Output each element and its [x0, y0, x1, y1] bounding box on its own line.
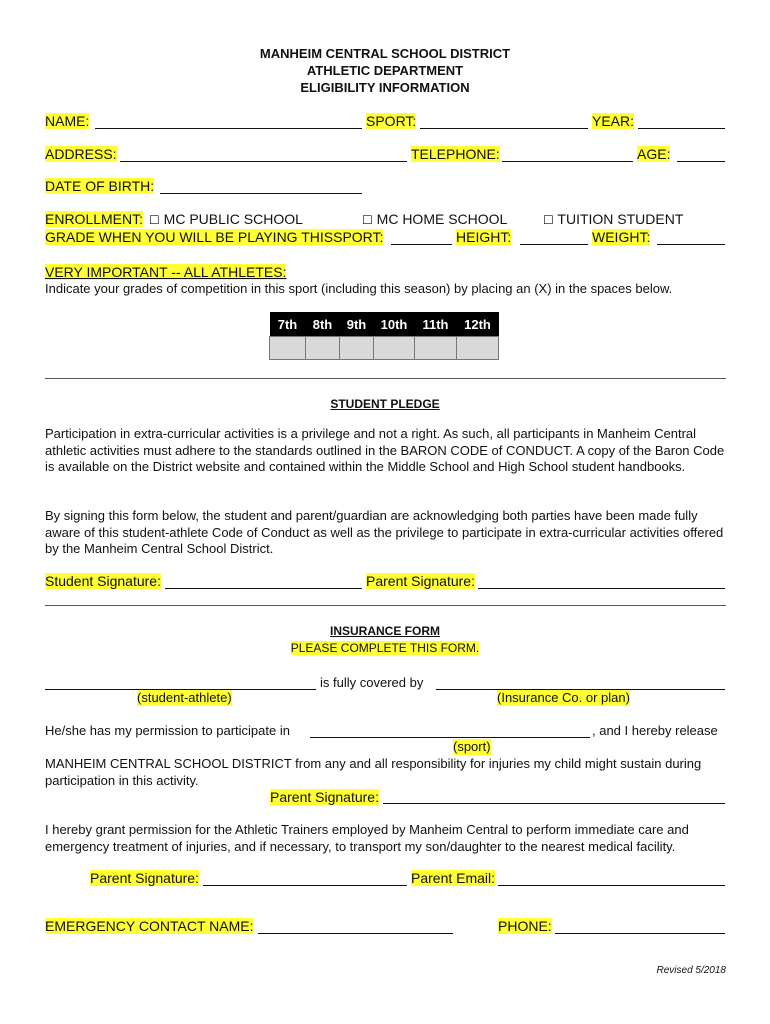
- height-label: HEIGHT:: [456, 229, 512, 245]
- pledge-paragraph-2: By signing this form below, the student and parent/guardian are acknowledging both parties have been made fully aware of this student-athlete Code of Conduct as well as the privilege to participate in extra-curricular activities offered by the Manheim Central School District.: [45, 508, 724, 556]
- trainers-paragraph: I hereby grant permission for the Athletic Trainers employed by Manheim Central to perform immediate care and emergency treatment of injuries, and if necessary, to transport my son/daughter to the nearest medical facility.: [45, 822, 689, 854]
- name-field[interactable]: [95, 128, 362, 129]
- grade-header: 9th: [340, 312, 374, 337]
- student-signature-field[interactable]: [165, 588, 362, 589]
- insurance-subtitle: PLEASE COMPLETE THIS FORM.: [290, 641, 480, 655]
- sport-label: SPORT:: [366, 113, 417, 129]
- address-field[interactable]: [120, 161, 407, 162]
- grade-header: 10th: [374, 312, 415, 337]
- grade-header: 8th: [306, 312, 340, 337]
- pledge-paragraph-1: Participation in extra-curricular activities is a privilege and not a right. As such, all participants in Manheim Central athletic activities must adhere to the standards outlined in the BARON CODE of CONDUCT. A copy of the Baron Code is available on the District website and contained within the Middle School and High School student handbooks.: [45, 426, 725, 474]
- grade-8th-cell[interactable]: [306, 337, 340, 360]
- parent-signature-label: Parent Signature:: [366, 573, 475, 589]
- dob-field[interactable]: [160, 193, 362, 194]
- checkbox-icon: ☐: [149, 213, 160, 227]
- insurance-subtitle-wrap: [0, 641, 770, 655]
- insurance-caption: (Insurance Co. or plan): [497, 690, 630, 705]
- year-field[interactable]: [638, 128, 725, 129]
- release-text: , and I hereby release: [592, 723, 718, 738]
- parent-signature-field-3[interactable]: [203, 885, 407, 886]
- weight-label: WEIGHT:: [592, 229, 651, 245]
- grade-playing-label: GRADE WHEN YOU WILL BE PLAYING THISSPORT:: [45, 229, 384, 245]
- telephone-label: TELEPHONE:: [411, 146, 500, 162]
- department-title: ATHLETIC DEPARTMENT: [306, 63, 464, 78]
- weight-field[interactable]: [657, 244, 725, 245]
- parent-signature-field[interactable]: [478, 588, 725, 589]
- sport-caption: (sport): [453, 739, 491, 754]
- student-signature-label: Student Signature:: [45, 573, 161, 589]
- dob-label: DATE OF BIRTH:: [45, 178, 155, 194]
- sport-participate-field[interactable]: [310, 737, 590, 738]
- grade-playing-field[interactable]: [391, 244, 452, 245]
- grade-header: 11th: [415, 312, 457, 337]
- release-paragraph: MANHEIM CENTRAL SCHOOL DISTRICT from any and all responsibility for injuries my child might sustain during participation in this activity.: [45, 756, 702, 788]
- grade-9th-cell[interactable]: [340, 337, 374, 360]
- emergency-contact-label: EMERGENCY CONTACT NAME:: [45, 918, 254, 934]
- public-school-option[interactable]: ☐ MC PUBLIC SCHOOL: [149, 211, 303, 227]
- parent-signature-label-2: Parent Signature:: [270, 789, 379, 805]
- phone-label: PHONE:: [498, 918, 552, 934]
- grade-10th-cell[interactable]: [374, 337, 415, 360]
- grade-7th-cell[interactable]: [270, 337, 306, 360]
- home-school-option[interactable]: ☐ MC HOME SCHOOL: [362, 211, 508, 227]
- checkbox-icon: ☐: [543, 213, 554, 227]
- parent-email-label: Parent Email:: [411, 870, 496, 886]
- pledge-title: STUDENT PLEDGE: [330, 397, 440, 411]
- grade-header: 7th: [270, 312, 306, 337]
- enrollment-label: ENROLLMENT:: [45, 211, 144, 227]
- student-athlete-caption: (student-athlete): [137, 690, 232, 705]
- sport-field[interactable]: [420, 128, 588, 129]
- grade-11th-cell[interactable]: [415, 337, 457, 360]
- divider: [45, 605, 726, 606]
- checkbox-icon: ☐: [362, 213, 373, 227]
- name-label: NAME:: [45, 113, 90, 129]
- emergency-contact-field[interactable]: [258, 933, 453, 934]
- form-title: ELIGIBILITY INFORMATION: [300, 80, 470, 95]
- covered-by-text: is fully covered by: [320, 675, 424, 690]
- grades-instruction: Indicate your grades of competition in this sport (including this season) by placing an (X) in the spaces below.: [45, 281, 673, 296]
- age-label: AGE:: [637, 146, 671, 162]
- parent-email-field[interactable]: [498, 885, 725, 886]
- permission-text: He/she has my permission to participate in: [45, 723, 290, 738]
- parent-signature-field-2[interactable]: [383, 803, 725, 804]
- phone-field[interactable]: [555, 933, 725, 934]
- grade-12th-cell[interactable]: [457, 337, 499, 360]
- revised-date: Revised 5/2018: [656, 965, 726, 976]
- grades-table: [269, 312, 499, 360]
- divider: [45, 378, 726, 379]
- insurance-title: INSURANCE FORM: [330, 624, 440, 638]
- address-label: ADDRESS:: [45, 146, 117, 162]
- important-notice: VERY IMPORTANT -- ALL ATHLETES:: [45, 264, 287, 280]
- district-title: MANHEIM CENTRAL SCHOOL DISTRICT: [259, 46, 511, 61]
- year-label: YEAR:: [592, 113, 635, 129]
- grade-header: 12th: [457, 312, 499, 337]
- parent-signature-label-3: Parent Signature:: [90, 870, 199, 886]
- telephone-field[interactable]: [502, 161, 633, 162]
- age-field[interactable]: [677, 161, 725, 162]
- height-field[interactable]: [520, 244, 588, 245]
- tuition-student-option[interactable]: ☐ TUITION STUDENT: [543, 211, 684, 227]
